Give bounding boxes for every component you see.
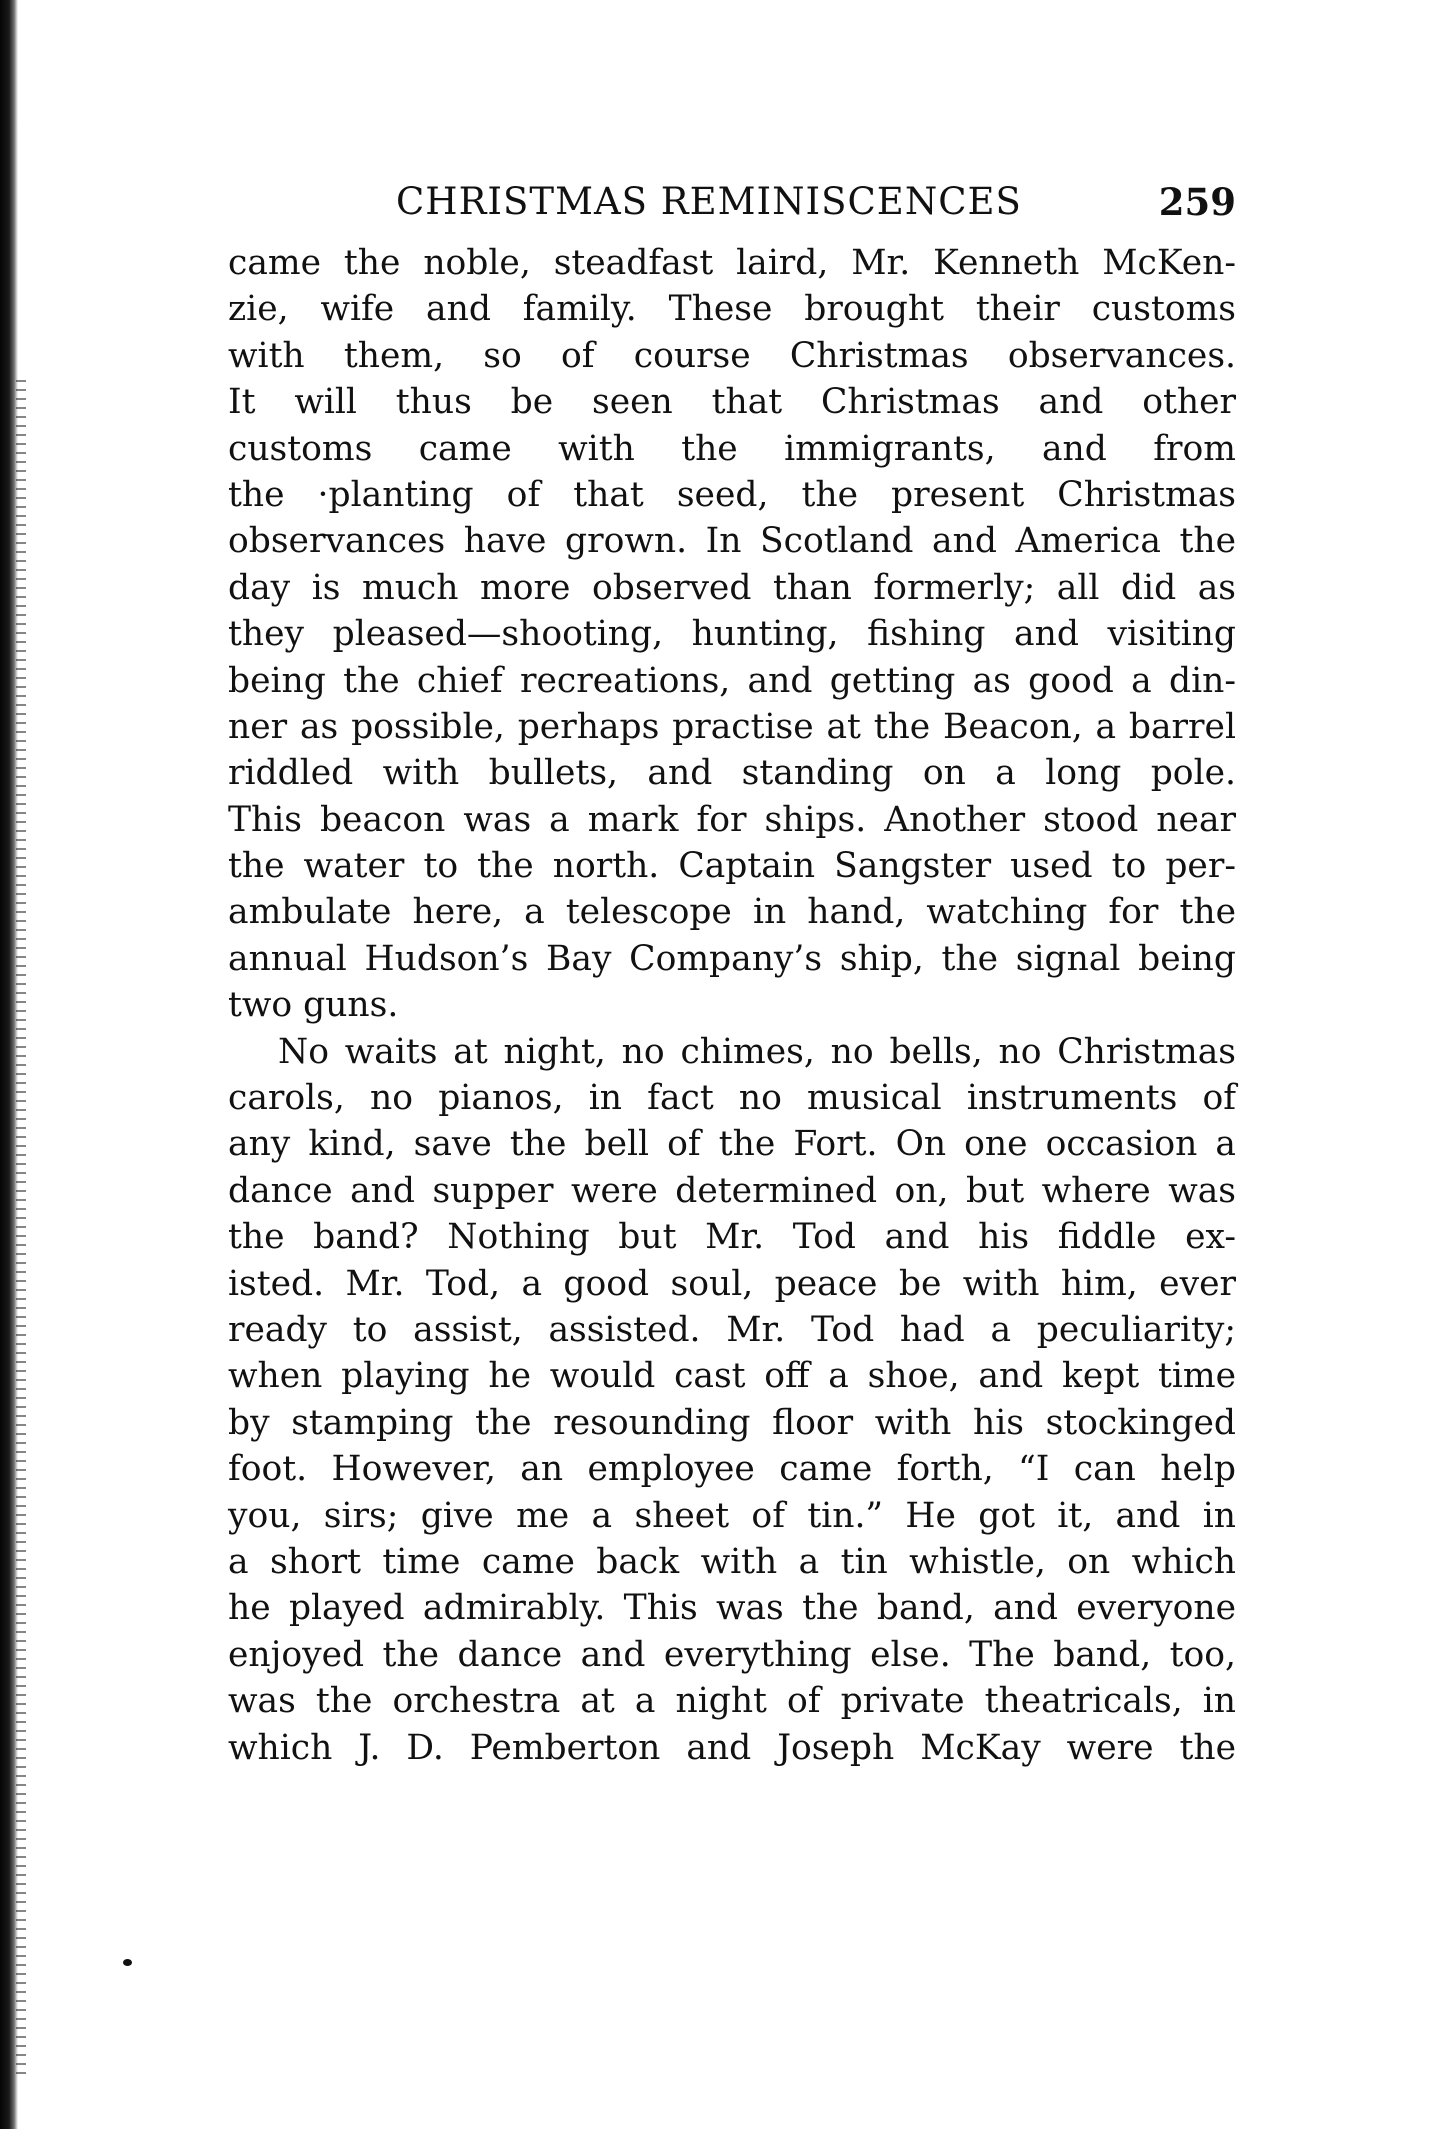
paragraph-1 bbox=[228, 240, 1236, 1029]
paragraph-2 bbox=[228, 1029, 1236, 1771]
text-line: you, sirs; give me a sheet of tin.” He got it, and in bbox=[228, 1495, 1236, 1536]
text-line: foot. However, an employee came forth, “I can help bbox=[228, 1449, 1236, 1490]
text-line: riddled with bullets, and standing on a long pole. bbox=[228, 753, 1236, 794]
text-line: customs came with the immigrants, and from bbox=[228, 428, 1236, 469]
book-page bbox=[228, 172, 1236, 1771]
text-line: annual Hudson’s Bay Company’s ship, the signal being bbox=[228, 938, 1236, 979]
text-line: ambulate here, a telescope in hand, watching for the bbox=[228, 892, 1236, 933]
text-line: day is much more observed than formerly; all did as bbox=[228, 567, 1236, 608]
text-line: This beacon was a mark for ships. Another stood near bbox=[228, 799, 1236, 840]
text-line: the ·planting of that seed, the present Christmas bbox=[228, 474, 1236, 515]
text-line: with them, so of course Christmas observances. bbox=[228, 335, 1236, 376]
text-line: the band? Nothing but Mr. Tod and his fiddle ex- bbox=[228, 1217, 1236, 1258]
text-line: they pleased—shooting, hunting, fishing and visiting bbox=[228, 614, 1236, 655]
text-line: two guns. bbox=[228, 985, 399, 1026]
text-line: No waits at night, no chimes, no bells, no Christmas bbox=[278, 1031, 1236, 1072]
text-line: when playing he would cast off a shoe, and kept time bbox=[228, 1356, 1236, 1397]
text-line: dance and supper were determined on, but where was bbox=[228, 1170, 1236, 1211]
text-line: came the noble, steadfast laird, Mr. Kenneth McKen- bbox=[228, 243, 1236, 283]
text-line: isted. Mr. Tod, a good soul, peace be with him, ever bbox=[228, 1263, 1236, 1304]
text-line: ready to assist, assisted. Mr. Tod had a peculiarity; bbox=[228, 1309, 1236, 1350]
text-line: the water to the north. Captain Sangster used to per- bbox=[228, 846, 1236, 887]
text-line: It will thus be seen that Christmas and other bbox=[228, 382, 1236, 423]
text-line: which J. D. Pemberton and Joseph McKay were the bbox=[228, 1727, 1236, 1768]
page-number: 259 bbox=[1158, 180, 1236, 224]
binding-speckle bbox=[16, 380, 26, 2080]
text-line: being the chief recreations, and getting as good a din- bbox=[228, 660, 1236, 701]
text-line: zie, wife and family. These brought their customs bbox=[228, 289, 1236, 330]
text-line: a short time came back with a tin whistle, on which bbox=[228, 1541, 1236, 1582]
ink-dot-mark bbox=[123, 1959, 132, 1966]
text-line: any kind, save the bell of the Fort. On one occasion a bbox=[228, 1124, 1236, 1165]
text-line: he played admirably. This was the band, and everyone bbox=[228, 1588, 1236, 1629]
text-line: ner as possible, perhaps practise at the Beacon, a barrel bbox=[228, 706, 1236, 747]
body-text bbox=[228, 240, 1236, 1771]
running-head bbox=[228, 172, 1236, 232]
text-line: was the orchestra at a night of private theatricals, in bbox=[228, 1681, 1236, 1722]
text-line: observances have grown. In Scotland and America the bbox=[228, 521, 1236, 562]
running-title: CHRISTMAS REMINISCENCES bbox=[396, 180, 1022, 223]
text-line: by stamping the resounding floor with his stockinged bbox=[228, 1402, 1236, 1443]
text-line: enjoyed the dance and everything else. The band, too, bbox=[228, 1634, 1236, 1675]
text-line: carols, no pianos, in fact no musical instruments of bbox=[228, 1078, 1236, 1119]
